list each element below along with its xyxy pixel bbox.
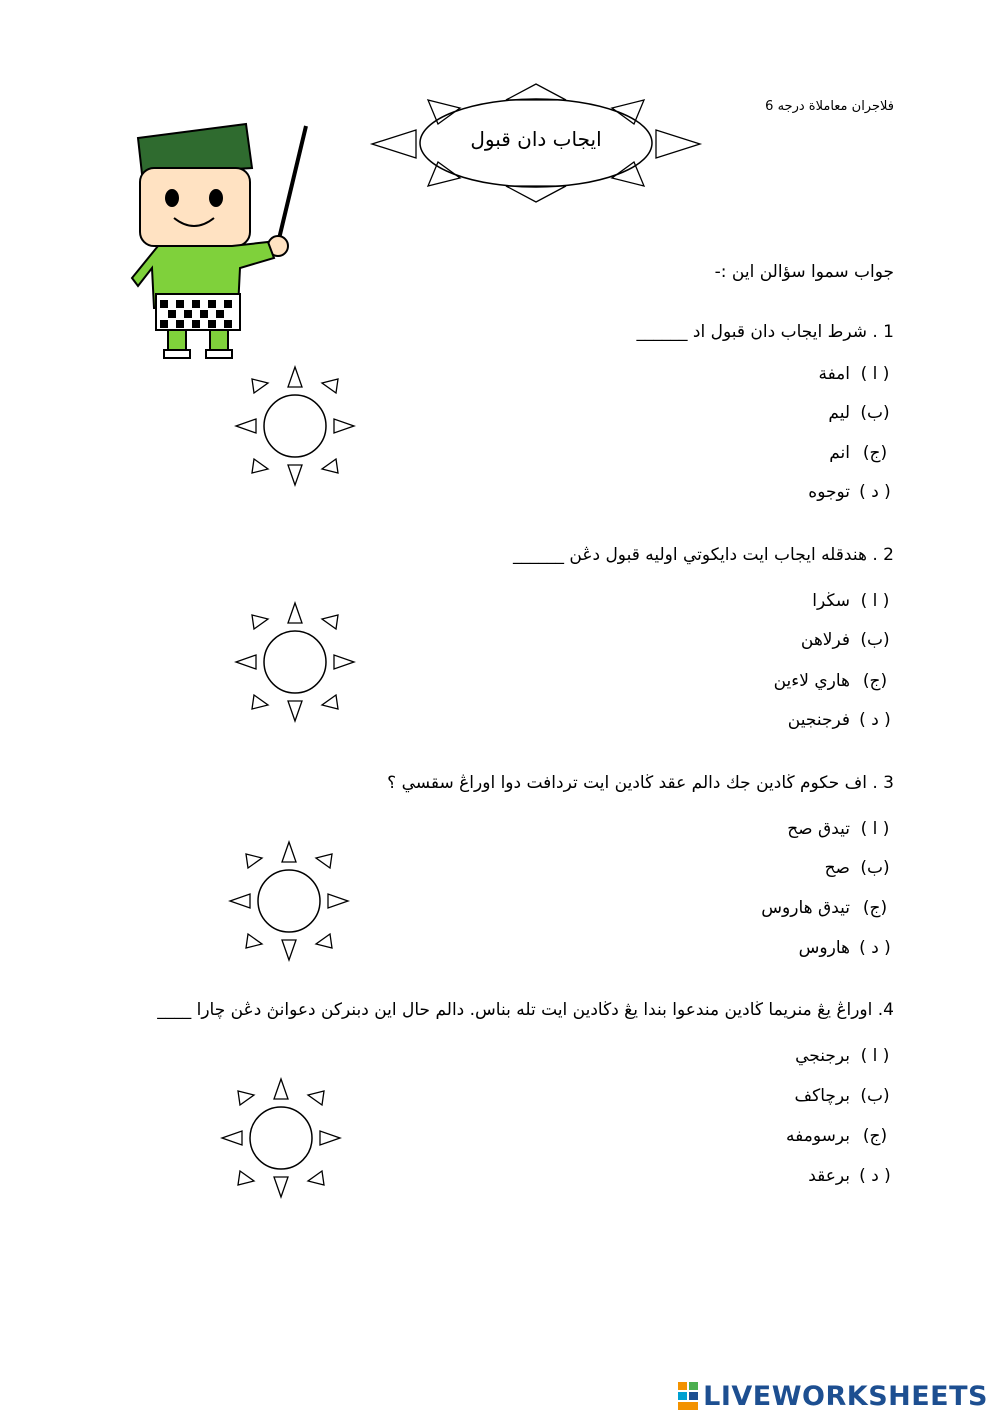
option-letter: ( د ) [859,710,891,730]
option-letter: ( ا ) [860,819,890,839]
option-letter: (ج) [862,898,888,918]
teacher-character-illustration [128,118,318,363]
answer-sun-drop-zone-1[interactable] [230,361,360,491]
worksheet-subject-line: فلاجران معاملاة درجه 6 [765,99,894,114]
question-1-text: 1 . شرط ايجاب دان قبول اد ______ [636,322,894,342]
question-2-option-c [774,671,894,691]
option-text: ليم [828,403,850,423]
option-letter: (ج) [862,671,888,691]
question-4-option-b [795,1086,895,1106]
option-letter: ( ا ) [860,1046,890,1066]
option-text: برسومفه [786,1126,850,1146]
liveworksheets-brand-text: LIVEWORKSHEETS [703,1380,988,1412]
question-2-text: 2 . هندقله ايجاب ايت دايكوتي اوليه قبول دڠن ______ [512,545,894,565]
question-1-option-b [828,403,894,423]
option-text: برجنجي [795,1046,850,1066]
option-letter: (ب) [860,403,890,423]
option-letter: (ب) [860,1086,890,1106]
worksheet-title: ايجاب دان قبول [470,127,602,151]
answer-sun-drop-zone-2[interactable] [230,597,360,727]
option-text: برچاکف [794,1086,850,1106]
option-letter: (ب) [860,858,890,878]
option-letter: ( د ) [859,938,891,958]
option-text: فرلاهن [800,630,850,650]
question-3-option-c [761,898,894,918]
option-text: تيدق صح [787,819,850,839]
option-letter: ( ا ) [860,591,890,611]
option-text: امفة [818,364,850,384]
option-text: تيدق هاروس [761,898,850,918]
option-letter: (ج) [862,443,888,463]
answer-sun-drop-zone-3[interactable] [224,836,354,966]
option-letter: ( د ) [859,482,891,502]
question-3-option-d [799,938,894,958]
question-2-option-d [788,710,894,730]
liveworksheets-logo-icon [677,1381,699,1411]
option-text: برعقد [808,1166,850,1186]
question-2-option-b [801,630,894,650]
option-letter: (ب) [860,630,890,650]
liveworksheets-logo [677,1380,988,1412]
question-2-option-a [812,591,894,611]
instruction-text: جواب سموا سؤالن اين :- [714,262,894,282]
option-text: صح [824,858,850,878]
question-1-option-a [818,364,894,384]
option-letter: (ج) [862,1126,888,1146]
option-text: توجوه [808,482,850,502]
question-3-option-b [825,858,894,878]
option-text: فرجنجين [787,710,850,730]
option-text: سڬرا [812,591,850,611]
question-3-text: 3 . اف حکوم ڬادين جك دالم عقد ڬادين ايت تردافت دوا اوراڠ سقسي ؟ [387,773,894,793]
option-letter: ( د ) [859,1166,891,1186]
question-4-text: 4. اوراڠ يڠ منريما ڬادين مندعوا بندا يڠ دڬادين ايت تله بناس. دالم حال اين دبنرکن دعوانڽ دڠن چارا ____ [157,1000,894,1020]
option-letter: ( ا ) [860,364,890,384]
question-4-option-d [808,1166,894,1186]
option-text: هاروس [798,938,850,958]
question-3-option-a [787,819,894,839]
question-1-option-c [829,443,894,463]
answer-sun-drop-zone-4[interactable] [216,1073,346,1203]
option-text: هاري لاءين [773,671,850,691]
question-1-option-d [808,482,894,502]
question-4-option-a [795,1046,894,1066]
option-text: انم [829,443,850,463]
question-4-option-c [786,1126,894,1146]
